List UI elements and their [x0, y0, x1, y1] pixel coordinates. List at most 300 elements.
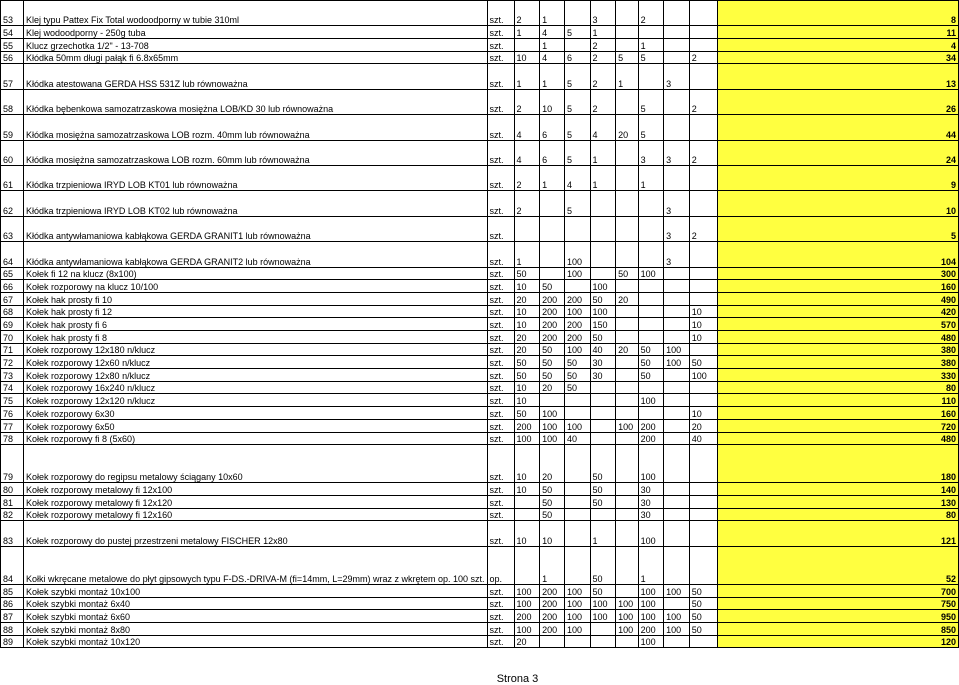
quantity-cell: 6	[540, 115, 565, 140]
quantity-cell: 10	[514, 280, 540, 293]
row-number: 73	[1, 369, 24, 382]
quantity-cell: 5	[564, 26, 590, 39]
unit-cell: szt.	[487, 343, 514, 356]
quantity-cell: 50	[689, 610, 717, 623]
total-cell: 570	[717, 318, 958, 331]
quantity-cell	[616, 191, 638, 216]
quantity-cell	[564, 508, 590, 521]
item-name: Klej typu Pattex Fix Total wodoodporny w tubie 310ml	[24, 1, 487, 26]
total-cell: 80	[717, 508, 958, 521]
quantity-cell	[664, 26, 690, 39]
total-cell: 11	[717, 26, 958, 39]
table-row	[1, 292, 959, 305]
table-row	[1, 318, 959, 331]
item-name: Kołek fi 12 na klucz (8x100)	[24, 267, 487, 280]
quantity-cell	[616, 394, 638, 407]
quantity-cell: 4	[540, 51, 565, 64]
item-name: Kołki wkręcane metalowe do płyt gipsowych typu F-DS.-DRIVA-M (fi=14mm, L=29mm) wraz z wkrętem op. 100 szt.	[24, 546, 487, 584]
table-row	[1, 610, 959, 623]
quantity-cell	[514, 546, 540, 584]
quantity-cell: 100	[590, 305, 616, 318]
quantity-cell: 40	[590, 343, 616, 356]
quantity-cell: 10	[540, 521, 565, 546]
unit-cell: szt.	[487, 305, 514, 318]
quantity-cell	[689, 343, 717, 356]
quantity-cell: 5	[616, 51, 638, 64]
quantity-cell	[664, 292, 690, 305]
table-row	[1, 356, 959, 369]
quantity-cell	[514, 216, 540, 241]
unit-cell: szt.	[487, 508, 514, 521]
item-name: Kołek hak prosty fi 8	[24, 331, 487, 344]
unit-cell: szt.	[487, 242, 514, 267]
quantity-cell: 200	[564, 318, 590, 331]
quantity-cell: 1	[540, 546, 565, 584]
quantity-cell	[664, 305, 690, 318]
quantity-cell	[540, 191, 565, 216]
row-number: 66	[1, 280, 24, 293]
item-name: Kołek rozporowy metalowy fi 12x160	[24, 508, 487, 521]
table-row	[1, 584, 959, 597]
table-row	[1, 267, 959, 280]
quantity-cell: 3	[664, 216, 690, 241]
quantity-cell: 20	[540, 445, 565, 483]
quantity-cell: 50	[638, 369, 664, 382]
quantity-cell: 200	[638, 432, 664, 445]
total-cell: 380	[717, 343, 958, 356]
quantity-cell: 20	[540, 381, 565, 394]
quantity-cell: 1	[540, 166, 565, 191]
table-row	[1, 242, 959, 267]
quantity-cell	[616, 432, 638, 445]
quantity-cell	[689, 381, 717, 394]
quantity-cell	[590, 242, 616, 267]
quantity-cell	[616, 381, 638, 394]
row-number: 64	[1, 242, 24, 267]
quantity-cell	[689, 483, 717, 496]
item-name: Kołek hak prosty fi 6	[24, 318, 487, 331]
unit-cell: szt.	[487, 115, 514, 140]
quantity-cell	[664, 597, 690, 610]
quantity-cell: 100	[638, 584, 664, 597]
quantity-cell	[590, 394, 616, 407]
quantity-cell: 100	[514, 584, 540, 597]
quantity-cell: 2	[689, 216, 717, 241]
quantity-cell: 100	[564, 610, 590, 623]
total-cell: 4	[717, 39, 958, 52]
unit-cell: szt.	[487, 635, 514, 648]
quantity-cell	[638, 280, 664, 293]
quantity-cell	[689, 521, 717, 546]
total-cell: 44	[717, 115, 958, 140]
table-row	[1, 622, 959, 635]
quantity-cell: 50	[514, 356, 540, 369]
unit-cell: szt.	[487, 419, 514, 432]
row-number: 55	[1, 39, 24, 52]
row-number: 80	[1, 483, 24, 496]
quantity-cell: 6	[540, 140, 565, 165]
table-row	[1, 407, 959, 420]
quantity-cell	[564, 495, 590, 508]
quantity-cell: 10	[514, 318, 540, 331]
total-cell: 180	[717, 445, 958, 483]
quantity-cell: 50	[514, 369, 540, 382]
quantity-cell	[664, 331, 690, 344]
row-number: 67	[1, 292, 24, 305]
quantity-cell	[564, 39, 590, 52]
quantity-cell	[616, 280, 638, 293]
quantity-cell: 2	[590, 51, 616, 64]
table-row	[1, 51, 959, 64]
quantity-cell	[664, 115, 690, 140]
row-number: 68	[1, 305, 24, 318]
table-row	[1, 343, 959, 356]
quantity-cell	[664, 280, 690, 293]
quantity-cell	[664, 635, 690, 648]
quantity-cell: 100	[514, 622, 540, 635]
quantity-cell	[564, 483, 590, 496]
row-number: 71	[1, 343, 24, 356]
quantity-cell	[689, 191, 717, 216]
quantity-cell: 10	[514, 305, 540, 318]
unit-cell: szt.	[487, 369, 514, 382]
quantity-cell	[514, 508, 540, 521]
table-row	[1, 445, 959, 483]
unit-cell: szt.	[487, 64, 514, 89]
quantity-cell: 100	[590, 280, 616, 293]
total-cell: 121	[717, 521, 958, 546]
quantity-cell	[616, 318, 638, 331]
table-row	[1, 546, 959, 584]
total-cell: 300	[717, 267, 958, 280]
row-number: 76	[1, 407, 24, 420]
row-number: 72	[1, 356, 24, 369]
total-cell: 10	[717, 191, 958, 216]
quantity-cell: 100	[564, 597, 590, 610]
unit-cell: szt.	[487, 483, 514, 496]
quantity-cell	[664, 318, 690, 331]
quantity-cell: 2	[514, 191, 540, 216]
quantity-cell	[616, 483, 638, 496]
quantity-cell	[664, 445, 690, 483]
quantity-cell	[638, 381, 664, 394]
quantity-cell	[616, 369, 638, 382]
quantity-cell	[590, 432, 616, 445]
quantity-cell	[664, 381, 690, 394]
quantity-cell	[638, 216, 664, 241]
quantity-cell: 200	[540, 305, 565, 318]
quantity-cell: 100	[564, 622, 590, 635]
quantity-cell: 3	[664, 191, 690, 216]
quantity-cell: 50	[616, 267, 638, 280]
quantity-cell: 4	[514, 115, 540, 140]
item-name: Kołek szybki montaż 10x100	[24, 584, 487, 597]
item-name: Kołek hak prosty fi 12	[24, 305, 487, 318]
quantity-cell	[564, 1, 590, 26]
table-row	[1, 26, 959, 39]
quantity-cell	[590, 635, 616, 648]
quantity-cell: 6	[564, 51, 590, 64]
quantity-cell: 30	[590, 356, 616, 369]
item-name: Klej wodoodporny - 250g tuba	[24, 26, 487, 39]
quantity-cell: 1	[590, 521, 616, 546]
total-cell: 104	[717, 242, 958, 267]
quantity-cell: 50	[689, 356, 717, 369]
quantity-cell	[664, 89, 690, 114]
item-name: Kłódka trzpieniowa IRYD LOB KT02 lub równoważna	[24, 191, 487, 216]
quantity-cell: 100	[540, 419, 565, 432]
unit-cell: szt.	[487, 610, 514, 623]
quantity-cell: 100	[638, 610, 664, 623]
item-name: Kołek rozporowy 16x240 n/klucz	[24, 381, 487, 394]
quantity-cell: 2	[689, 140, 717, 165]
total-cell: 24	[717, 140, 958, 165]
quantity-cell: 1	[590, 140, 616, 165]
item-name: Kłódka mosiężna samozatrzaskowa LOB rozm. 40mm lub równoważna	[24, 115, 487, 140]
quantity-cell: 1	[540, 39, 565, 52]
unit-cell: szt.	[487, 89, 514, 114]
quantity-cell	[638, 191, 664, 216]
quantity-cell	[664, 267, 690, 280]
unit-cell: szt.	[487, 39, 514, 52]
quantity-cell	[616, 407, 638, 420]
quantity-cell: 100	[616, 610, 638, 623]
quantity-cell	[616, 635, 638, 648]
quantity-cell: 2	[590, 89, 616, 114]
quantity-cell: 40	[689, 432, 717, 445]
quantity-cell	[590, 267, 616, 280]
total-cell: 34	[717, 51, 958, 64]
item-name: Kołek rozporowy do regipsu metalowy ściągany 10x60	[24, 445, 487, 483]
quantity-cell: 100	[638, 267, 664, 280]
quantity-cell: 30	[590, 369, 616, 382]
row-number: 79	[1, 445, 24, 483]
quantity-cell: 100	[664, 622, 690, 635]
quantity-cell: 2	[689, 89, 717, 114]
item-name: Kołek rozporowy fi 8 (5x60)	[24, 432, 487, 445]
quantity-cell	[689, 445, 717, 483]
quantity-cell	[689, 64, 717, 89]
quantity-cell: 100	[564, 242, 590, 267]
row-number: 85	[1, 584, 24, 597]
unit-cell: op.	[487, 546, 514, 584]
quantity-cell	[664, 39, 690, 52]
quantity-cell: 3	[664, 140, 690, 165]
item-name: Kołek rozporowy 12x80 n/klucz	[24, 369, 487, 382]
total-cell: 950	[717, 610, 958, 623]
item-name: Kołek rozporowy 12x180 n/klucz	[24, 343, 487, 356]
quantity-cell: 50	[590, 483, 616, 496]
total-cell: 9	[717, 166, 958, 191]
quantity-cell: 10	[514, 521, 540, 546]
quantity-cell	[616, 26, 638, 39]
quantity-cell	[540, 394, 565, 407]
quantity-cell	[664, 1, 690, 26]
table-row	[1, 331, 959, 344]
quantity-cell	[616, 546, 638, 584]
quantity-cell	[540, 635, 565, 648]
row-number: 61	[1, 166, 24, 191]
quantity-cell: 4	[514, 140, 540, 165]
item-name: Kołek rozporowy metalowy fi 12x120	[24, 495, 487, 508]
quantity-cell: 50	[590, 292, 616, 305]
quantity-cell: 10	[514, 394, 540, 407]
total-cell: 140	[717, 483, 958, 496]
quantity-cell: 20	[616, 292, 638, 305]
quantity-cell	[664, 495, 690, 508]
quantity-cell: 20	[689, 419, 717, 432]
quantity-cell: 5	[638, 115, 664, 140]
quantity-cell: 200	[564, 292, 590, 305]
quantity-cell	[616, 584, 638, 597]
quantity-cell: 1	[638, 166, 664, 191]
total-cell: 26	[717, 89, 958, 114]
quantity-cell: 1	[540, 64, 565, 89]
table-row	[1, 635, 959, 648]
quantity-cell	[689, 495, 717, 508]
quantity-cell: 5	[564, 115, 590, 140]
quantity-cell	[616, 1, 638, 26]
item-name: Kołek szybki montaż 8x80	[24, 622, 487, 635]
unit-cell: szt.	[487, 381, 514, 394]
quantity-cell: 200	[540, 331, 565, 344]
unit-cell: szt.	[487, 318, 514, 331]
table-row	[1, 89, 959, 114]
total-cell: 5	[717, 216, 958, 241]
quantity-cell	[664, 369, 690, 382]
quantity-cell: 100	[564, 584, 590, 597]
row-number: 77	[1, 419, 24, 432]
row-number: 70	[1, 331, 24, 344]
quantity-cell	[540, 242, 565, 267]
quantity-cell: 10	[689, 331, 717, 344]
page-footer	[0, 673, 959, 685]
item-name: Kłódka mosiężna samozatrzaskowa LOB rozm. 60mm lub równoważna	[24, 140, 487, 165]
quantity-cell	[689, 242, 717, 267]
quantity-cell	[590, 381, 616, 394]
table-row	[1, 419, 959, 432]
row-number: 69	[1, 318, 24, 331]
quantity-cell	[514, 39, 540, 52]
unit-cell: szt.	[487, 216, 514, 241]
total-cell: 700	[717, 584, 958, 597]
table-row	[1, 381, 959, 394]
quantity-cell: 100	[664, 356, 690, 369]
quantity-cell: 1	[616, 64, 638, 89]
quantity-cell: 20	[514, 635, 540, 648]
quantity-cell: 200	[564, 331, 590, 344]
quantity-cell: 100	[564, 419, 590, 432]
quantity-cell	[689, 394, 717, 407]
quantity-cell: 5	[564, 89, 590, 114]
quantity-cell: 100	[638, 597, 664, 610]
unit-cell: szt.	[487, 356, 514, 369]
item-name: Kołek rozporowy metalowy fi 12x100	[24, 483, 487, 496]
total-cell: 52	[717, 546, 958, 584]
row-number: 87	[1, 610, 24, 623]
quantity-cell: 100	[616, 419, 638, 432]
quantity-cell: 50	[590, 495, 616, 508]
quantity-cell	[689, 635, 717, 648]
quantity-cell: 50	[540, 356, 565, 369]
row-number: 63	[1, 216, 24, 241]
quantity-cell: 100	[664, 343, 690, 356]
quantity-cell: 4	[540, 26, 565, 39]
total-cell: 160	[717, 280, 958, 293]
table-row	[1, 64, 959, 89]
quantity-cell	[616, 305, 638, 318]
quantity-cell: 50	[590, 445, 616, 483]
total-cell: 120	[717, 635, 958, 648]
quantity-cell: 100	[638, 394, 664, 407]
quantity-cell: 50	[564, 369, 590, 382]
quantity-cell	[664, 407, 690, 420]
row-number: 58	[1, 89, 24, 114]
quantity-cell: 200	[638, 419, 664, 432]
item-name: Kłódka 50mm długi pałąk fi 6.8x65mm	[24, 51, 487, 64]
quantity-cell	[689, 267, 717, 280]
unit-cell: szt.	[487, 26, 514, 39]
unit-cell: szt.	[487, 432, 514, 445]
quantity-cell: 100	[616, 597, 638, 610]
quantity-cell: 1	[590, 166, 616, 191]
quantity-cell: 100	[638, 635, 664, 648]
item-name: Kłódka trzpieniowa IRYD LOB KT01 lub równoważna	[24, 166, 487, 191]
quantity-cell	[689, 166, 717, 191]
quantity-cell	[590, 407, 616, 420]
quantity-cell: 10	[540, 89, 565, 114]
quantity-cell: 200	[540, 292, 565, 305]
unit-cell: szt.	[487, 394, 514, 407]
table-row	[1, 483, 959, 496]
item-name: Kołek rozporowy 6x30	[24, 407, 487, 420]
quantity-cell: 200	[540, 318, 565, 331]
quantity-cell	[664, 521, 690, 546]
quantity-cell	[616, 242, 638, 267]
quantity-cell: 2	[514, 166, 540, 191]
quantity-cell	[590, 508, 616, 521]
quantity-cell: 100	[590, 610, 616, 623]
unit-cell: szt.	[487, 292, 514, 305]
quantity-cell	[616, 140, 638, 165]
quantity-cell: 50	[564, 381, 590, 394]
quantity-cell	[638, 318, 664, 331]
quantity-cell	[616, 216, 638, 241]
row-number: 54	[1, 26, 24, 39]
quantity-cell	[616, 495, 638, 508]
quantity-cell	[664, 166, 690, 191]
total-cell: 380	[717, 356, 958, 369]
quantity-cell	[540, 216, 565, 241]
quantity-cell: 20	[514, 331, 540, 344]
quantity-cell: 100	[616, 622, 638, 635]
row-number: 89	[1, 635, 24, 648]
quantity-cell: 50	[689, 584, 717, 597]
quantity-cell	[689, 26, 717, 39]
quantity-cell: 1	[514, 64, 540, 89]
quantity-cell: 1	[638, 546, 664, 584]
row-number: 86	[1, 597, 24, 610]
unit-cell: szt.	[487, 622, 514, 635]
quantity-cell	[638, 305, 664, 318]
quantity-cell	[514, 495, 540, 508]
unit-cell: szt.	[487, 521, 514, 546]
quantity-cell: 50	[638, 356, 664, 369]
row-number: 88	[1, 622, 24, 635]
row-number: 60	[1, 140, 24, 165]
quantity-cell	[564, 546, 590, 584]
table-row	[1, 39, 959, 52]
